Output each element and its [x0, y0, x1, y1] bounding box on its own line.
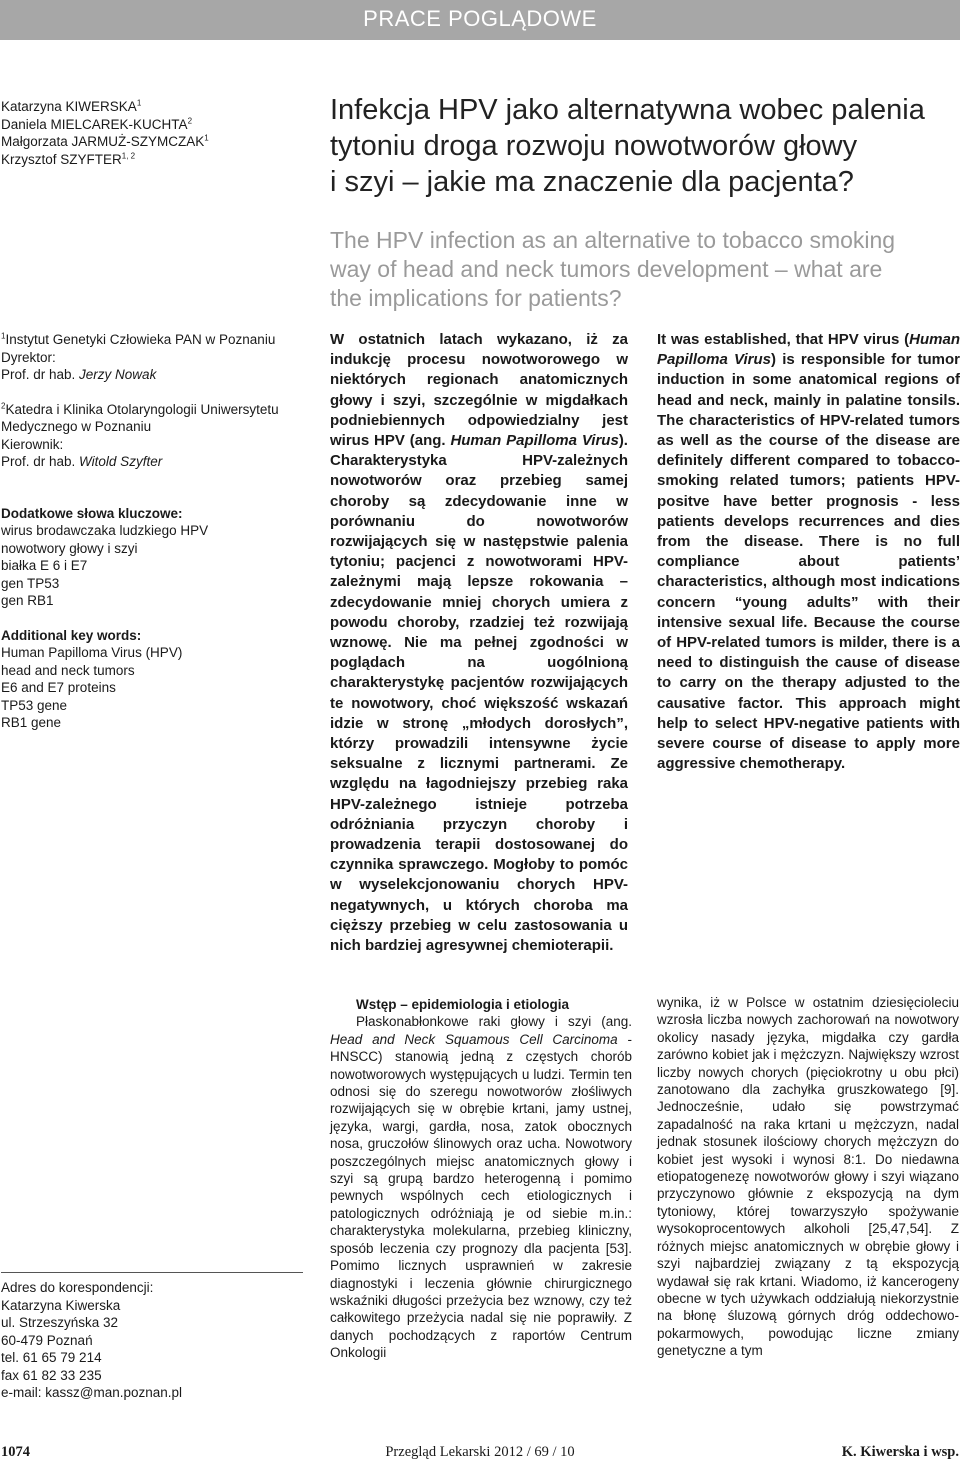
affiliation-2: $^2$Katedra i Klinika Otolaryngologii Uniwersytetu [1, 401, 279, 417]
paragraph: Płaskonabłonkowe raki głowy i szyi (ang. Head and Neck Squamous Cell Carcinoma - HNSCC) stanowią jedną z częstych chorób nowotworowych występujących u ludzi. Termin ten odnosi się do szeregu nowotworów złośliwych rozwijających się w obrębie krtani, jamy ustnej, języka, wargi, gardła, nosa, zatok obocznych nosa, gruczołów ślinowych oraz ucha. Nowotwory poszczególnych miejsc anatomicznych głowy i szyi są grupą bardzo heterogenną i pomimo pewnych wspólnych cech etiologicznych i patologicznych odróżniają je od siebie m.in.: charakterystyka molekularna, przebieg kliniczny, sposób leczenia czy prognozy dla pacjenta [53]. Pomimo licznych usprawnień w zakresie diagnostyki i leczenia głównie chirurgicznego wskaźniki długości przeżycia bez wznowy, czy też całkowitego przeżycia nadal się nie poprawiły. Z danych pochodzących z raportów Centrum Onkologii [330, 1014, 632, 1361]
abstract-polish: W ostatnich latach wykazano, iż za indukcję procesu nowotworowego w niektórych regionach anatomicznych głowy i szyi, szczególnie w migdałkach podniebiennych odpowiedzialny jest wirus HPV (ang. Human Papilloma Virus). Charakterystyka HPV-zależnych nowotworów oraz przebieg samej choroby są zdecydowanie inne w porównaniu do nowotworów rozwijających się w następstwie palenia tytoniu; pacjenci z nowotworami HPV-zależnymi mają lepsze rokowania – zdecydowanie mniej chorych umiera z powodu choroby, rzadziej też rozwijają wznowę. Nie ma pełnej zgodności w poglądach na uogólnioną charakterystykę pacjentów rozwijających te nowotwory, choć większość wskazań idzie w stronę „młodych dorosłych”, którzy prowadzili intensywne życie seksualne z licznymi partnerami. Ze względu na łagodniejszy przebieg raka HPV-zależnego istnieje potrzeba odróżniania przyczyn choroby i prowadzenia terapii dostosowanej do czynnika sprawczego. Mogłoby to pomóc w wyselekcjonowaniu chorych HPV-negatywnych, u których choroba ma cięższy przebieg w celu zastosowania u nich bardziej agresywnej chemioterapii. [330, 331, 628, 955]
divider [1, 1272, 303, 1273]
keyword: wirus brodawczaka ludzkiego HPV [1, 523, 209, 538]
section-label: PRACE POGLĄDOWE [363, 6, 597, 31]
keyword: gen RB1 [1, 593, 54, 608]
keyword: Human Papilloma Virus (HPV) [1, 645, 183, 660]
abstract-english: It was established, that HPV virus (Human Papilloma Virus) is responsible for tumor induction in some anatomical regions of head and neck, mainly in palatine tonsils. The characteristics of HPV-related tumors as well as the course of the disease are definitely different compared to tobacco-smoking related tumors; patients HPV-positve have better prognosis - less patients develops recurrences and dies from the disease. There is no full compliance about patients’ characteristics, although most indications concern “young adults” with their intensive sexual life. Because the course of HPV-related tumors is milder, there is a need to distinguish the cause of disease to carry on the therapy adjusted to the causative factor. This approach might help to select HPV-negative patients with severe course of disease to apply more aggressive chemotherapy. [657, 331, 960, 773]
section-banner [0, 0, 960, 40]
affiliations-keywords-column: $^1$Instytut Genetyki Człowieka PAN w Poznaniu Dyrektor: Prof. dr hab. Jerzy Nowak $^2$Katedra i Klinika Otolaryngologii Uniwersytetu Medycznego w Poznaniu Kierownik: Prof. dr hab. Witold Szyfter Dodatkowe słowa kluczowe: wirus brodawczaka ludzkiego HPV nowotwory głowy i szyi białka E 6 i E7 gen TP53 gen RB1 Additional key words: Human Papilloma Virus (HPV) head and neck tumors E6 and E7 proteins TP53 gene RB1 gene [1, 331, 306, 732]
body-column-right [657, 994, 959, 1360]
keywords-pl-heading: Dodatkowe słowa kluczowe: [1, 505, 183, 521]
running-author: K. Kiwerska i wsp. [841, 1444, 959, 1460]
keyword: RB1 gene [1, 715, 62, 730]
author: Katarzyna KIWERSKA$^1$ [1, 98, 142, 114]
correspondence-address: Adres do korespondencji: Katarzyna Kiwerska ul. Strzeszyńska 32 60-479 Poznań tel. 61 65 79 214 fax 61 82 33 235 e-mail: kassz@man.poznan.pl [1, 1280, 183, 1400]
paragraph: wynika, iż w Polsce w ostatnim dziesięcioleciu wzrosła liczba nowych zachorowań na nowotwory okolicy nasady języka, migdałka czy gardła zarówno kobiet jak i mężczyzn. Największy wzrost liczby nowych chorych (pięciokrotny u obu płci) zanotowano dla zachyłka gruszkowatego [9]. Jednocześnie, udało się powstrzymać zapadalność na raka krtani u mężczyzn, nadal jednak stosunek ilościowy chorych mężczyzn do kobiet jest wysoki i wynosi 8:1. Do niedawna etiopatogenezę nowotworów głowy i szyi wiązano przyczynowo głównie z ekspozycją na dym tytoniowy, której towarzyszyło spożywanie wysokoprocentowych alkoholi [25,47,54]. Z różnych miejsc anatomicznych w obrębie głowy i szyi najbardziej związany z tą ekspozycją wydawał się rak krtani. Wiadomo, iż kancerogeny obecne w tych używkach oddziałują niekorzystnie na błonę śluzową górnych dróg oddechowo-pokarmowych, powodując liczne zmiany genetyczne a tym [657, 995, 959, 1359]
journal-name: Przegląd Lekarski 2012 / 69 / 10 [385, 1444, 575, 1460]
page-number: 1074 [1, 1444, 30, 1460]
keyword: białka E 6 i E7 [1, 558, 88, 573]
author: Krzysztof SZYFTER$^{1, 2}$ [1, 151, 136, 167]
body-column-left [330, 996, 632, 1362]
author-list [1, 98, 301, 168]
author: Daniela MIELCAREK-KUCHTA$^2$ [1, 116, 193, 132]
keyword: nowotwory głowy i szyi [1, 540, 138, 556]
keyword: gen TP53 [1, 575, 60, 591]
keywords-en-heading: Additional key words: [1, 627, 142, 643]
article-title-english: The HPV infection as an alternative to tobacco smoking way of head and neck tumors development – what are the implications for patients? [330, 227, 896, 311]
keyword: E6 and E7 proteins [1, 680, 116, 695]
article-title: Infekcja HPV jako alternatywna wobec palenia tytoniu droga rozwoju nowotworów głowy i szyi – jakie ma znaczenie dla pacjenta? [330, 94, 925, 198]
section-heading: Wstęp – epidemiologia i etiologia [356, 997, 570, 1012]
affiliation-1: $^1$Instytut Genetyki Człowieka PAN w Poznaniu [1, 331, 276, 347]
author: Małgorzata JARMUŻ-SZYMCZAK$^1$ [1, 133, 209, 149]
keyword: head and neck tumors [1, 662, 135, 678]
keyword: TP53 gene [1, 697, 68, 713]
